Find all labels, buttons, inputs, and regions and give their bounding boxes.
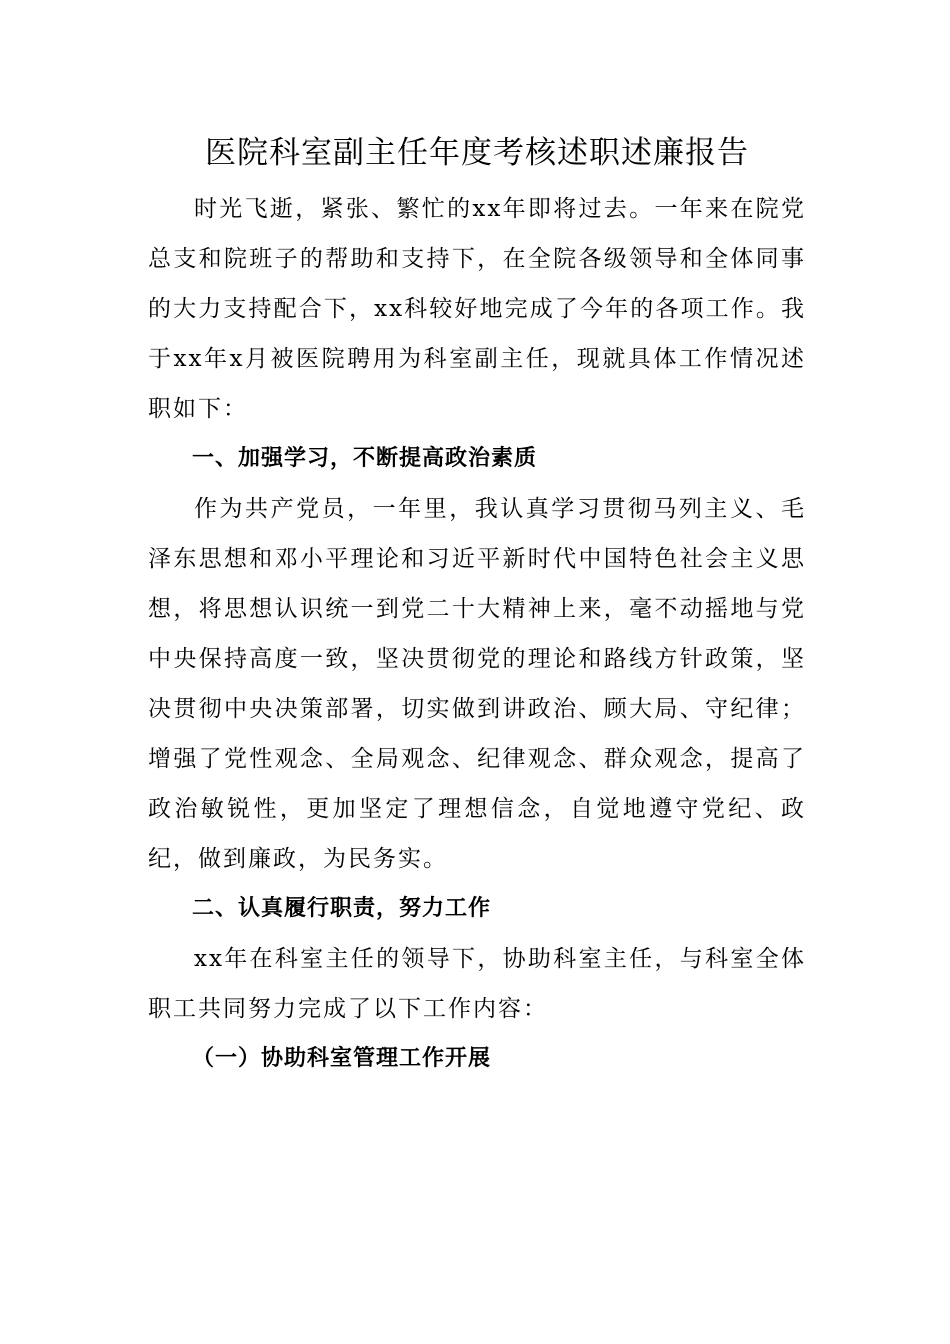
section-2-paragraph: xx年在科室主任的领导下，协助科室主任，与科室全体职工共同努力完成了以下工作内容： [148, 946, 806, 1022]
section-1-paragraph: 作为共产党员，一年里，我认真学习贯彻马列主义、毛泽东思想和邓小平理论和习近平新时代中国特色社会主义思想，将思想认识统一到党二十大精神上来，毫不动摇地与党中央保持高度一致，坚决贯彻党的理论和路线方针政策，坚决贯彻中央决策部署，切实做到讲政治、顾大局、守纪律；增强了党性观念、全局观念、纪律观念、群众观念，提高了政治敏锐性，更加坚定了理想信念，自觉地遵守党纪、政纪，做到廉政，为民务实。 [148, 496, 806, 872]
section-2-heading: 二、认真履行职责，努力工作 [192, 896, 492, 921]
section-1-heading: 一、加强学习，不断提高政治素质 [192, 446, 538, 471]
subsection-1-heading: （一）协助科室管理工作开展 [192, 1046, 492, 1071]
document-body [148, 128, 806, 1084]
intro-paragraph: 时光飞逝，紧张、繁忙的xx年即将过去。一年来在院党总支和院班子的帮助和支持下，在全院各级领导和全体同事的大力支持配合下，xx科较好地完成了今年的各项工作。我于xx年x月被医院聘用为科室副主任，现就具体工作情况述职如下： [148, 196, 806, 422]
document-title: 医院科室副主任年度考核述职述廉报告 [205, 135, 749, 171]
